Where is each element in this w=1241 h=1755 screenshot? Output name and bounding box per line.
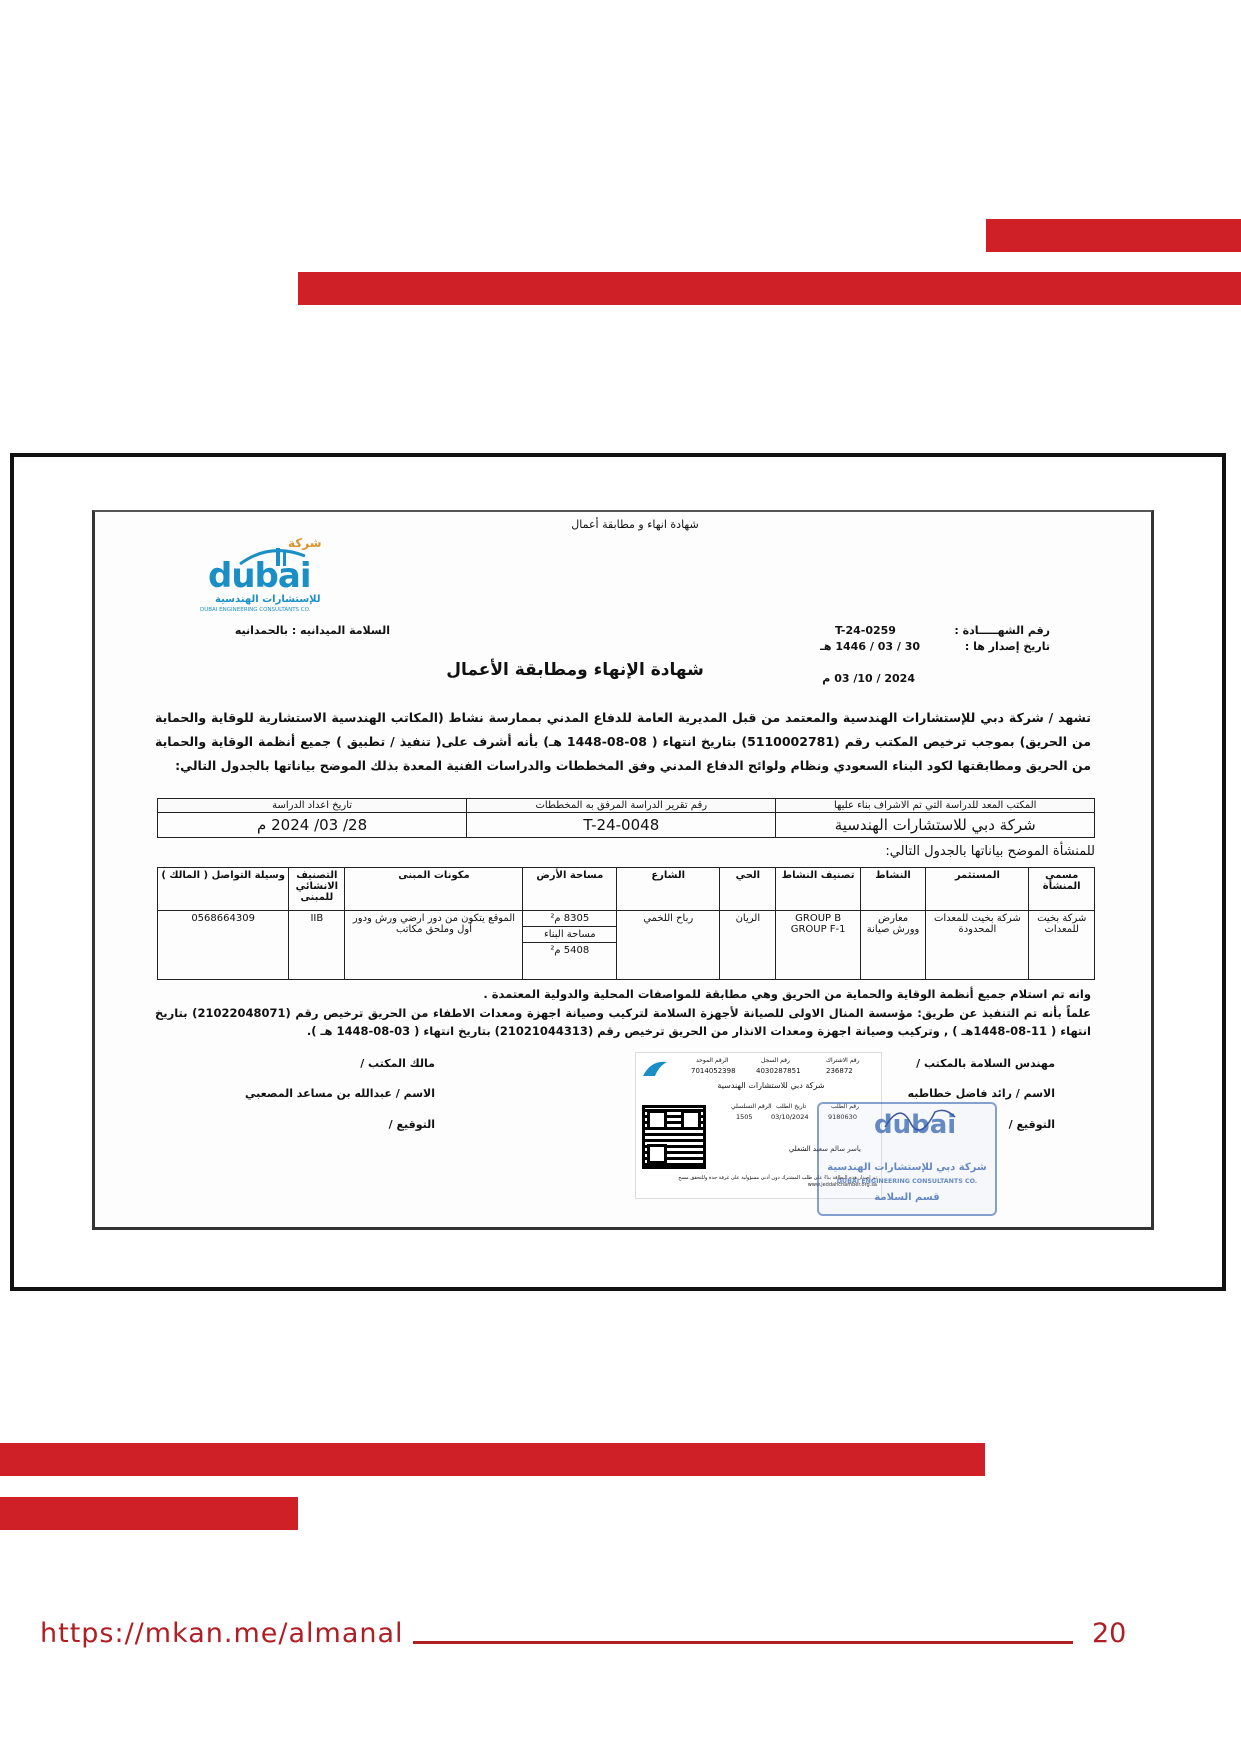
facility-classification: GROUP B GROUP F-1 [776,911,860,980]
header-title: شهادة انهاء و مطابقة أعمال [571,518,699,531]
company-logo [180,534,350,616]
study-header-date: تاريخ اعداد الدراسة [158,799,467,813]
facility-components: الموقع يتكون من دور ارضي ورش ودور أول وملحق مكاتب [345,911,523,980]
facility-area-cell [523,911,617,980]
facility-header-contact: وسيلة التواصل ( المالك ) [158,868,289,911]
card-label-serial: الرقم التسلسلي [731,1103,772,1110]
facility-construction-class: IIB [289,911,345,980]
facility-name: شركة بخيت للمعدات [1029,911,1095,980]
chamber-logo-icon [639,1056,679,1082]
study-table [157,798,1095,838]
card-label-subscription: رقم الاشتراك [826,1057,860,1064]
card-number-subscription: 236872 [826,1067,853,1075]
facility-activity: معارض وورش صيانة [860,911,926,980]
footer-divider [413,1641,1073,1644]
study-header-office: المكتب المعد للدراسة التي تم الاشراف بناء عليها [776,799,1095,813]
certificate-document [92,510,1154,1230]
facility-investor: شركة بخيت للمعدات المحدودة [926,911,1029,980]
footer-url-link[interactable]: https://mkan.me/almanal [40,1618,404,1649]
red-bar-top-long [298,272,1241,305]
red-bar-bottom-short [0,1497,298,1530]
facility-header-classification: تصنيف النشاط [776,868,860,911]
card-number-unified: 7014052398 [691,1067,736,1075]
card-serial: 1505 [736,1113,753,1121]
facility-header-activity: النشاط [860,868,926,911]
card-company: شركة دبي للاستشارات الهندسية [717,1081,825,1090]
facility-header-components: مكونات المبنى [345,868,523,911]
logo-small-text: شركة [288,536,322,550]
card-label-request-date: تاريخ الطلب [776,1103,807,1110]
facility-header-name: مسمى المنشأة [1029,868,1095,911]
issue-date-hijri: 30 / 03 / 1446 هـ [820,640,920,653]
facility-building-area: 5408 م² [550,945,590,956]
study-office-value: شركة دبي للاستشارات الهندسية [776,813,1095,838]
stamp-line-dept: قسم السلامة [874,1192,940,1203]
facility-contact: 0568664309 [158,911,289,980]
cert-number: T-24-0259 [835,624,896,637]
page-number: 20 [1092,1618,1127,1649]
note-systems-received: وانه تم استلام جميع أنظمة الوقاية والحماية من الحريق وهي مطابقة للمواصفات المحلية والدولية المعتمدة . [483,987,1091,1001]
logo-subtitle-ar: للإستشارات الهندسية [215,594,321,605]
stamp-line-en: DUBAI ENGINEERING CONSULTANTS CO. [836,1178,978,1185]
engineer-label: مهندس السلامة بالمكتب / [916,1057,1055,1070]
card-label-unified: الرقم الموحد [696,1057,729,1064]
certificate-frame [10,453,1226,1291]
main-title: شهادة الإنهاء ومطابقة الأعمال [446,660,704,680]
card-person: ياسر سالم سعيد الشعلي [788,1145,861,1153]
facility-building-area-label: مساحة البناء [523,927,616,943]
study-header-report: رقم تقرير الدراسة المرفق به المخططات [467,799,776,813]
engineer-signature-label: التوقيع / [1008,1118,1055,1131]
card-label-register: رقم السجل [761,1057,790,1064]
facility-street: رباح اللخمي [617,911,720,980]
facility-table [157,867,1095,980]
card-number-register: 4030287851 [756,1067,801,1075]
certification-paragraph: تشهد / شركة دبي للإستشارات الهندسية والمعتمد من قبل المديرية العامة للدفاع المدني بممارسة نشاط (المكاتب الهندسية الاستشارية للوقاية والحماية من الحريق) بموجب ترخيص المكتب رقم (5110002781) بتاريخ انتهاء ( 08-08-1448 هـ) بأنه أشرف على( تنفيذ / تطبيق ) جميع أنظمة الوقاية والحماية من الحريق ومطابقتها لكود البناء السعودي ونظام ولوائح الدفاع المدني وفق المخططات والدراسات الفنية المعدة بذلك الموضح بياناتها بالجدول التالي: [155,710,1091,773]
facility-header-land-area: مساحة الأرض [523,868,617,911]
engineer-name: الاسم / رائد فاضل خطاطبه [907,1087,1055,1100]
note-contractor: علماً بأنه تم التنفيذ عن طريق: مؤسسة المنال الاولى للصيانة لأجهزة السلامة لتركيب وصيانة اجهزة ومعدات الاطفاء من الحريق ترخيص رقم (21022048071) بتاريخ انتهاء ( 11-08-1448هـ ) , وتركيب وصيانة اجهزة ومعدات الانذار من الحريق ترخيص رقم (21021044313) بتاريخ انتهاء ( 03-08-1448 هـ ). [155,1006,1091,1038]
facility-header-street: الشارع [617,868,720,911]
stamp-line-ar: شركة دبي للإستشارات الهندسية [827,1162,987,1173]
owner-name: الاسم / عبدالله بن مساعد المصعبي [245,1087,435,1100]
field-safety-label: السلامة الميدانيه : بالحمدانيه [234,624,390,637]
facility-row [158,911,1095,980]
logo-subtitle-en: DUBAI ENGINEERING CONSULTANTS CO. [200,607,311,613]
facility-header-construction: التصنيف الانشائي للمبنى [289,868,345,911]
logo-brand: dubai [208,556,311,596]
facility-land-area: 8305 م² [523,911,616,927]
issue-date-gregorian: 2024 / 10/ 03 م [822,672,915,685]
card-qr-code [642,1105,706,1169]
red-bar-bottom-long [0,1443,985,1476]
issue-date-label: تاريخ إصدار ها : [964,640,1050,653]
red-bar-top-short [986,219,1241,252]
study-date-value: 28/ 03/ 2024 م [158,813,467,838]
card-request-no: 9180630 [828,1113,857,1121]
owner-label: مالك المكتب / [360,1057,435,1070]
company-stamp [817,1102,997,1216]
facility-header-investor: المستثمر [926,868,1029,911]
owner-signature-label: التوقيع / [388,1118,435,1131]
study-report-value: T-24-0048 [467,813,776,838]
facility-header-district: الحي [720,868,776,911]
facility-caption: للمنشأة الموضح بياناتها بالجدول التالي: [885,844,1095,859]
stamp-brand: dubai [874,1110,957,1140]
cert-number-label: رقم الشهـــــادة : [954,624,1050,637]
card-label-request-no: رقم الطلب [831,1103,859,1110]
facility-district: الريان [720,911,776,980]
card-request-date: 03/10/2024 [771,1113,809,1121]
card-fine-print: تم إصدار هذه البطاقة بناءً على طلب المشترك دون أدنى مسؤولية على غرفة جدة وللتحقق مسح www.jeddahchamber.org.sa [678,1175,877,1188]
